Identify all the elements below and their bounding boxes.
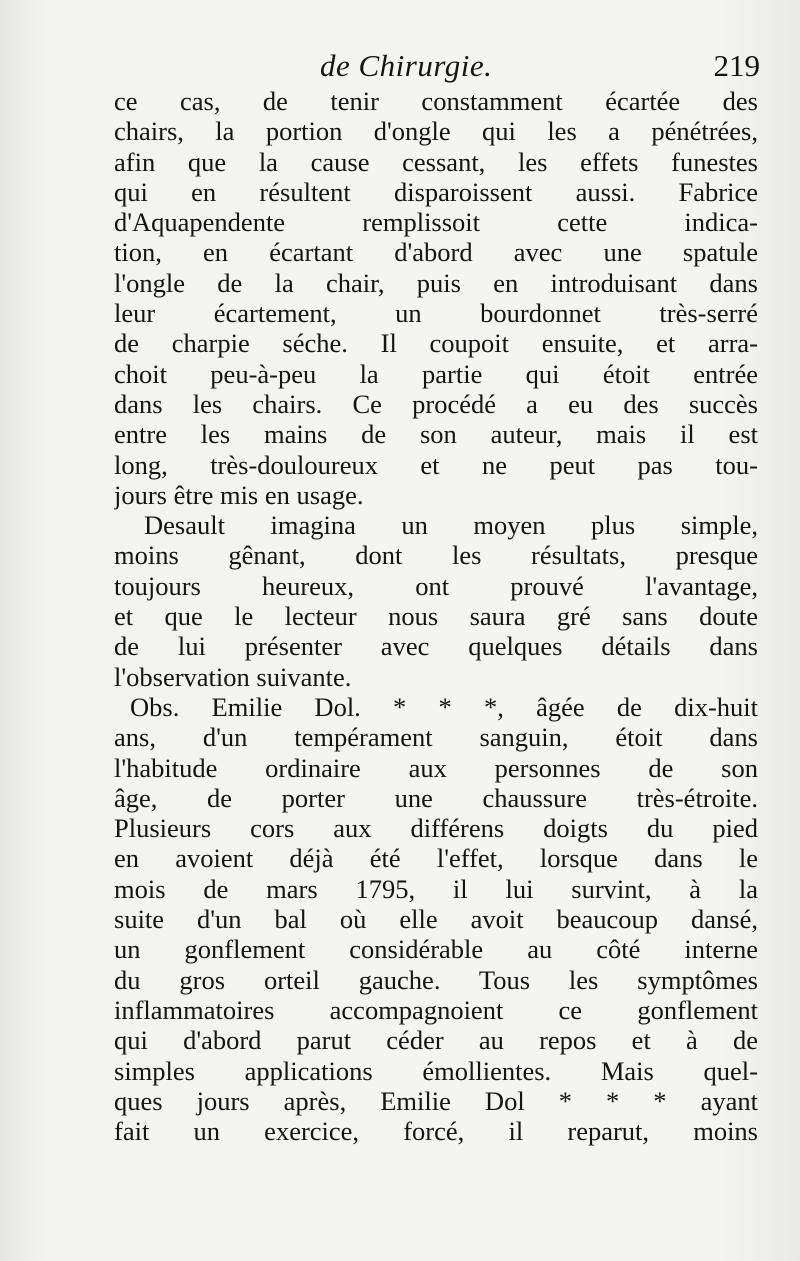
text-line: toujours heureux, ont prouvé l'avantage,	[114, 570, 758, 601]
text-line: de lui présenter avec quelques détails dans	[114, 631, 758, 662]
text-line: moins gênant, dont les résultats, presque	[114, 540, 758, 571]
body-text	[114, 86, 758, 1146]
text-line: long, très-douloureux et ne peut pas tou-	[114, 449, 758, 480]
text-line: inflammatoires accompagnoient ce gonflement	[114, 994, 758, 1025]
text-line: leur écartement, un bourdonnet très-serré	[114, 298, 758, 329]
text-line: d'Aquapendente remplissoit cette indica-	[114, 207, 758, 238]
text-line: un gonflement considérable au côté interne	[114, 934, 758, 965]
text-line: l'ongle de la chair, puis en introduisant dans	[114, 267, 758, 298]
text-line: âge, de porter une chaussure très-étroite.	[114, 782, 758, 813]
text-line: suite d'un bal où elle avoit beaucoup dansé,	[114, 904, 758, 935]
text-line: du gros orteil gauche. Tous les symptômes	[114, 964, 758, 995]
text-line: simples applications émollientes. Mais quel-	[114, 1055, 758, 1086]
text-line: dans les chairs. Ce procédé a eu des succès	[114, 388, 758, 419]
text-line: de charpie séche. Il coupoit ensuite, et arra-	[114, 328, 758, 359]
paragraph-end-line: jours être mis en usage.	[114, 479, 364, 510]
text-line: fait un exercice, forcé, il reparut, moins	[114, 1116, 758, 1147]
text-line: choit peu-à-peu la partie qui étoit entrée	[114, 358, 758, 389]
text-line: ce cas, de tenir constamment écartée des	[114, 86, 758, 116]
text-line: Plusieurs cors aux différens doigts du pied	[114, 813, 758, 844]
text-line: tion, en écartant d'abord avec une spatule	[114, 237, 758, 268]
text-line: ans, d'un tempérament sanguin, étoit dans	[114, 722, 758, 753]
text-line: ques jours après, Emilie Dol * * * ayant	[114, 1085, 758, 1116]
text-line: chairs, la portion d'ongle qui les a pénétrées,	[114, 116, 758, 147]
observation-start-line: Obs. Emilie Dol. * * *, âgée de dix-huit	[130, 691, 758, 722]
running-head	[112, 48, 760, 88]
text-line: qui d'abord parut céder au repos et à de	[114, 1025, 758, 1056]
text-line: en avoient déjà été l'effet, lorsque dans le	[114, 843, 758, 874]
text-line: qui en résultent disparoissent aussi. Fabrice	[114, 176, 758, 207]
page-number: 219	[713, 48, 760, 83]
text-line: et que le lecteur nous saura gré sans doute	[114, 601, 758, 632]
text-line: mois de mars 1795, il lui survint, à la	[114, 873, 758, 904]
paragraph-start-line: Desault imagina un moyen plus simple,	[144, 510, 758, 541]
text-line: l'habitude ordinaire aux personnes de son	[114, 752, 758, 783]
running-title: de Chirurgie.	[320, 48, 493, 83]
text-line: afin que la cause cessant, les effets funestes	[114, 146, 758, 177]
text-line: entre les mains de son auteur, mais il est	[114, 419, 758, 450]
paragraph-end-line: l'observation suivante.	[114, 661, 352, 692]
